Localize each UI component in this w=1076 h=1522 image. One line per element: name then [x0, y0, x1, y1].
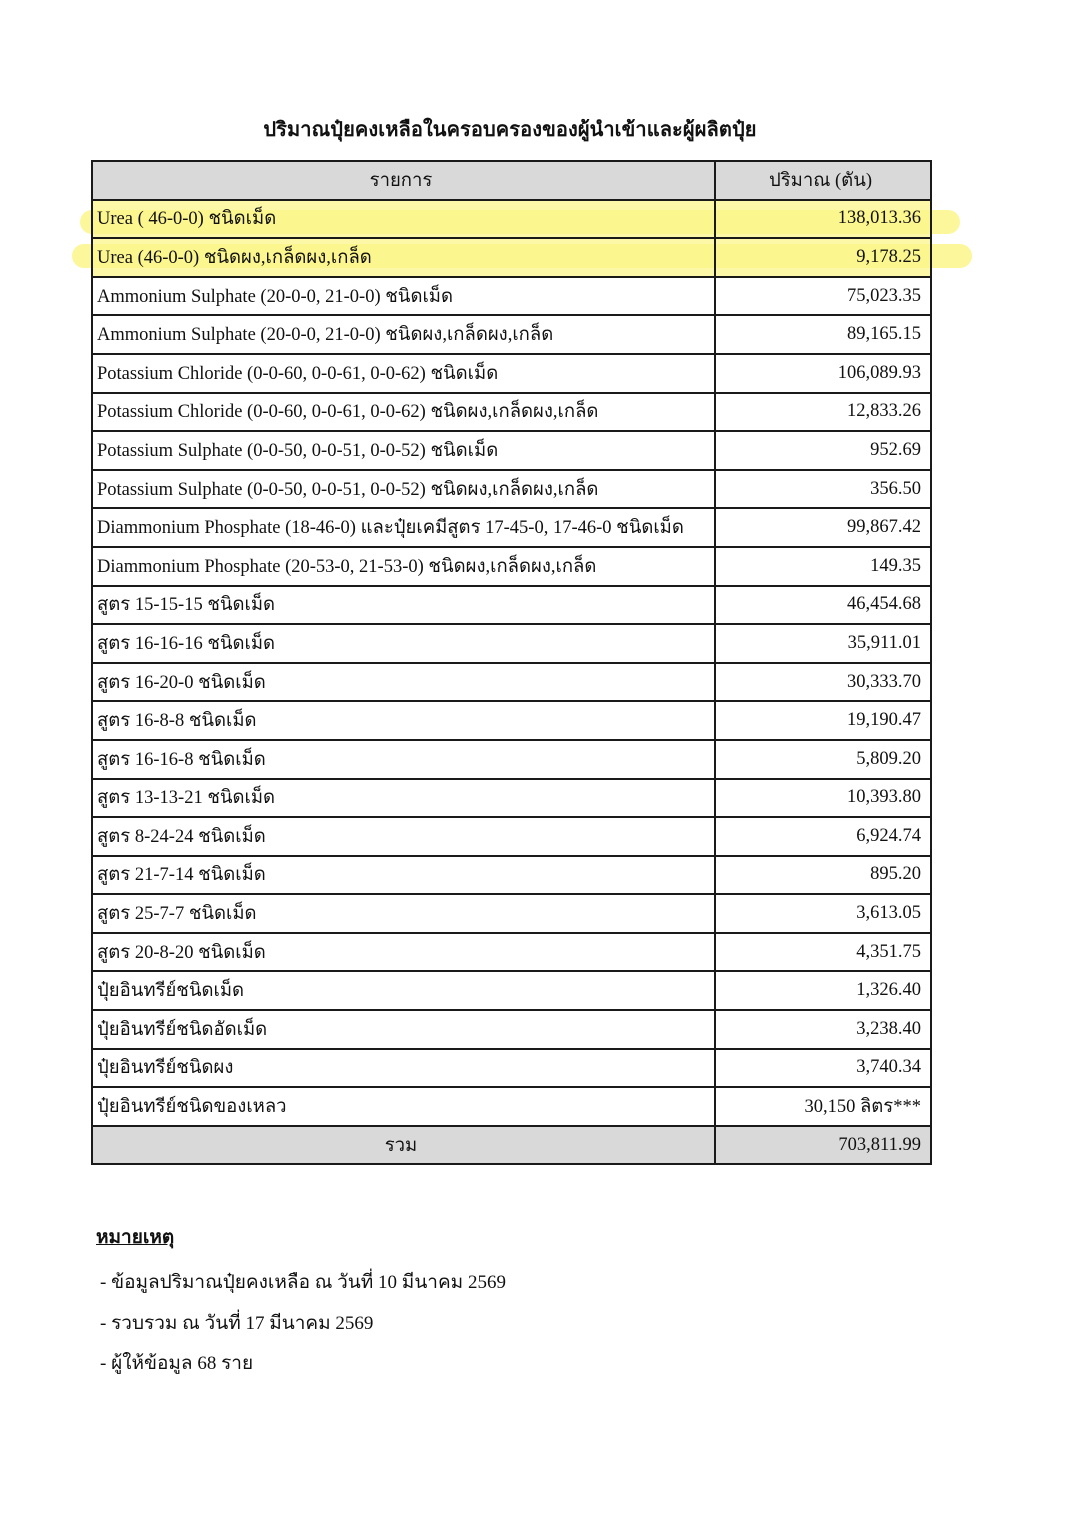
quantity-cell: 12,833.26 — [715, 393, 931, 432]
column-header-item: รายการ — [92, 161, 715, 200]
notes-heading: หมายเหตุ — [96, 1227, 175, 1248]
quantity-cell: 895.20 — [715, 856, 931, 895]
item-name-cell: สูตร 16-8-8 ชนิดเม็ด — [92, 701, 715, 740]
quantity-cell: 99,867.42 — [715, 508, 931, 547]
item-name-cell: สูตร 20-8-20 ชนิดเม็ด — [92, 933, 715, 972]
table-row — [92, 508, 931, 547]
quantity-cell: 9,178.25 — [715, 238, 931, 277]
quantity-cell: 4,351.75 — [715, 933, 931, 972]
item-name-cell: สูตร 16-16-8 ชนิดเม็ด — [92, 740, 715, 779]
table-row — [92, 1010, 931, 1049]
table-row — [92, 933, 931, 972]
item-name-cell: Potassium Chloride (0-0-60, 0-0-61, 0-0-62) ชนิดผง,เกล็ดผง,เกล็ด — [92, 393, 715, 432]
table-row — [92, 238, 931, 277]
item-name-cell: สูตร 25-7-7 ชนิดเม็ด — [92, 894, 715, 933]
item-name-cell: สูตร 16-20-0 ชนิดเม็ด — [92, 663, 715, 702]
table-row — [92, 894, 931, 933]
table-row — [92, 971, 931, 1010]
table-row — [92, 624, 931, 663]
document-title: ปริมาณปุ๋ยคงเหลือในครอบครองของผู้นำเข้าและผู้ผลิตปุ๋ย — [263, 119, 757, 141]
fertilizer-stock-table — [91, 160, 932, 1165]
table-row — [92, 431, 931, 470]
column-header-quantity: ปริมาณ (ตัน) — [715, 161, 931, 200]
table-row — [92, 354, 931, 393]
item-name-cell: Potassium Chloride (0-0-60, 0-0-61, 0-0-62) ชนิดเม็ด — [92, 354, 715, 393]
quantity-cell: 3,238.40 — [715, 1010, 931, 1049]
total-row — [92, 1126, 931, 1165]
item-name-cell: ปุ๋ยอินทรีย์ชนิดผง — [92, 1049, 715, 1088]
quantity-cell: 138,013.36 — [715, 200, 931, 239]
table-row — [92, 663, 931, 702]
item-name-cell: ปุ๋ยอินทรีย์ชนิดของเหลว — [92, 1087, 715, 1126]
item-name-cell: สูตร 8-24-24 ชนิดเม็ด — [92, 817, 715, 856]
item-name-cell: Urea (46-0-0) ชนิดผง,เกล็ดผง,เกล็ด — [92, 238, 715, 277]
quantity-cell: 356.50 — [715, 470, 931, 509]
item-name-cell: สูตร 21-7-14 ชนิดเม็ด — [92, 856, 715, 895]
table-row — [92, 1049, 931, 1088]
table-row — [92, 470, 931, 509]
quantity-cell: 30,333.70 — [715, 663, 931, 702]
table-row — [92, 817, 931, 856]
item-name-cell: Ammonium Sulphate (20-0-0, 21-0-0) ชนิดผง,เกล็ดผง,เกล็ด — [92, 315, 715, 354]
item-name-cell: สูตร 15-15-15 ชนิดเม็ด — [92, 586, 715, 625]
quantity-cell: 19,190.47 — [715, 701, 931, 740]
table-row — [92, 701, 931, 740]
quantity-cell: 3,740.34 — [715, 1049, 931, 1088]
item-name-cell: Ammonium Sulphate (20-0-0, 21-0-0) ชนิดเม็ด — [92, 277, 715, 316]
table-row — [92, 277, 931, 316]
table-row — [92, 315, 931, 354]
notes-section — [96, 1222, 506, 1389]
table-body — [92, 200, 931, 1126]
table-row — [92, 1087, 931, 1126]
total-label: รวม — [92, 1126, 715, 1165]
table-row — [92, 856, 931, 895]
table-row — [92, 547, 931, 586]
table-row — [92, 779, 931, 818]
quantity-cell: 106,089.93 — [715, 354, 931, 393]
item-name-cell: ปุ๋ยอินทรีย์ชนิดอัดเม็ด — [92, 1010, 715, 1049]
note-line: - รวบรวม ณ วันที่ 17 มีนาคม 2569 — [100, 1312, 374, 1334]
quantity-cell: 89,165.15 — [715, 315, 931, 354]
quantity-cell: 30,150 ลิตร*** — [715, 1087, 931, 1126]
item-name-cell: ปุ๋ยอินทรีย์ชนิดเม็ด — [92, 971, 715, 1010]
quantity-cell: 35,911.01 — [715, 624, 931, 663]
quantity-cell: 1,326.40 — [715, 971, 931, 1010]
item-name-cell: Urea ( 46-0-0) ชนิดเม็ด — [92, 200, 715, 239]
quantity-cell: 6,924.74 — [715, 817, 931, 856]
total-quantity: 703,811.99 — [715, 1126, 931, 1165]
note-line: - ผู้ให้ข้อมูล 68 ราย — [100, 1353, 254, 1374]
table-row — [92, 393, 931, 432]
item-name-cell: สูตร 16-16-16 ชนิดเม็ด — [92, 624, 715, 663]
quantity-cell: 75,023.35 — [715, 277, 931, 316]
item-name-cell: Potassium Sulphate (0-0-50, 0-0-51, 0-0-52) ชนิดเม็ด — [92, 431, 715, 470]
quantity-cell: 3,613.05 — [715, 894, 931, 933]
item-name-cell: Potassium Sulphate (0-0-50, 0-0-51, 0-0-52) ชนิดผง,เกล็ดผง,เกล็ด — [92, 470, 715, 509]
table-row — [92, 586, 931, 625]
quantity-cell: 149.35 — [715, 547, 931, 586]
table-row — [92, 200, 931, 239]
quantity-cell: 46,454.68 — [715, 586, 931, 625]
quantity-cell: 10,393.80 — [715, 779, 931, 818]
item-name-cell: Diammonium Phosphate (20-53-0, 21-53-0) ชนิดผง,เกล็ดผง,เกล็ด — [92, 547, 715, 586]
item-name-cell: Diammonium Phosphate (18-46-0) และปุ๋ยเคมีสูตร 17-45-0, 17-46-0 ชนิดเม็ด — [92, 508, 715, 547]
table-header-row — [92, 161, 931, 200]
quantity-cell: 5,809.20 — [715, 740, 931, 779]
item-name-cell: สูตร 13-13-21 ชนิดเม็ด — [92, 779, 715, 818]
quantity-cell: 952.69 — [715, 431, 931, 470]
table-row — [92, 740, 931, 779]
note-line: - ข้อมูลปริมาณปุ๋ยคงเหลือ ณ วันที่ 10 มีนาคม 2569 — [100, 1272, 506, 1293]
